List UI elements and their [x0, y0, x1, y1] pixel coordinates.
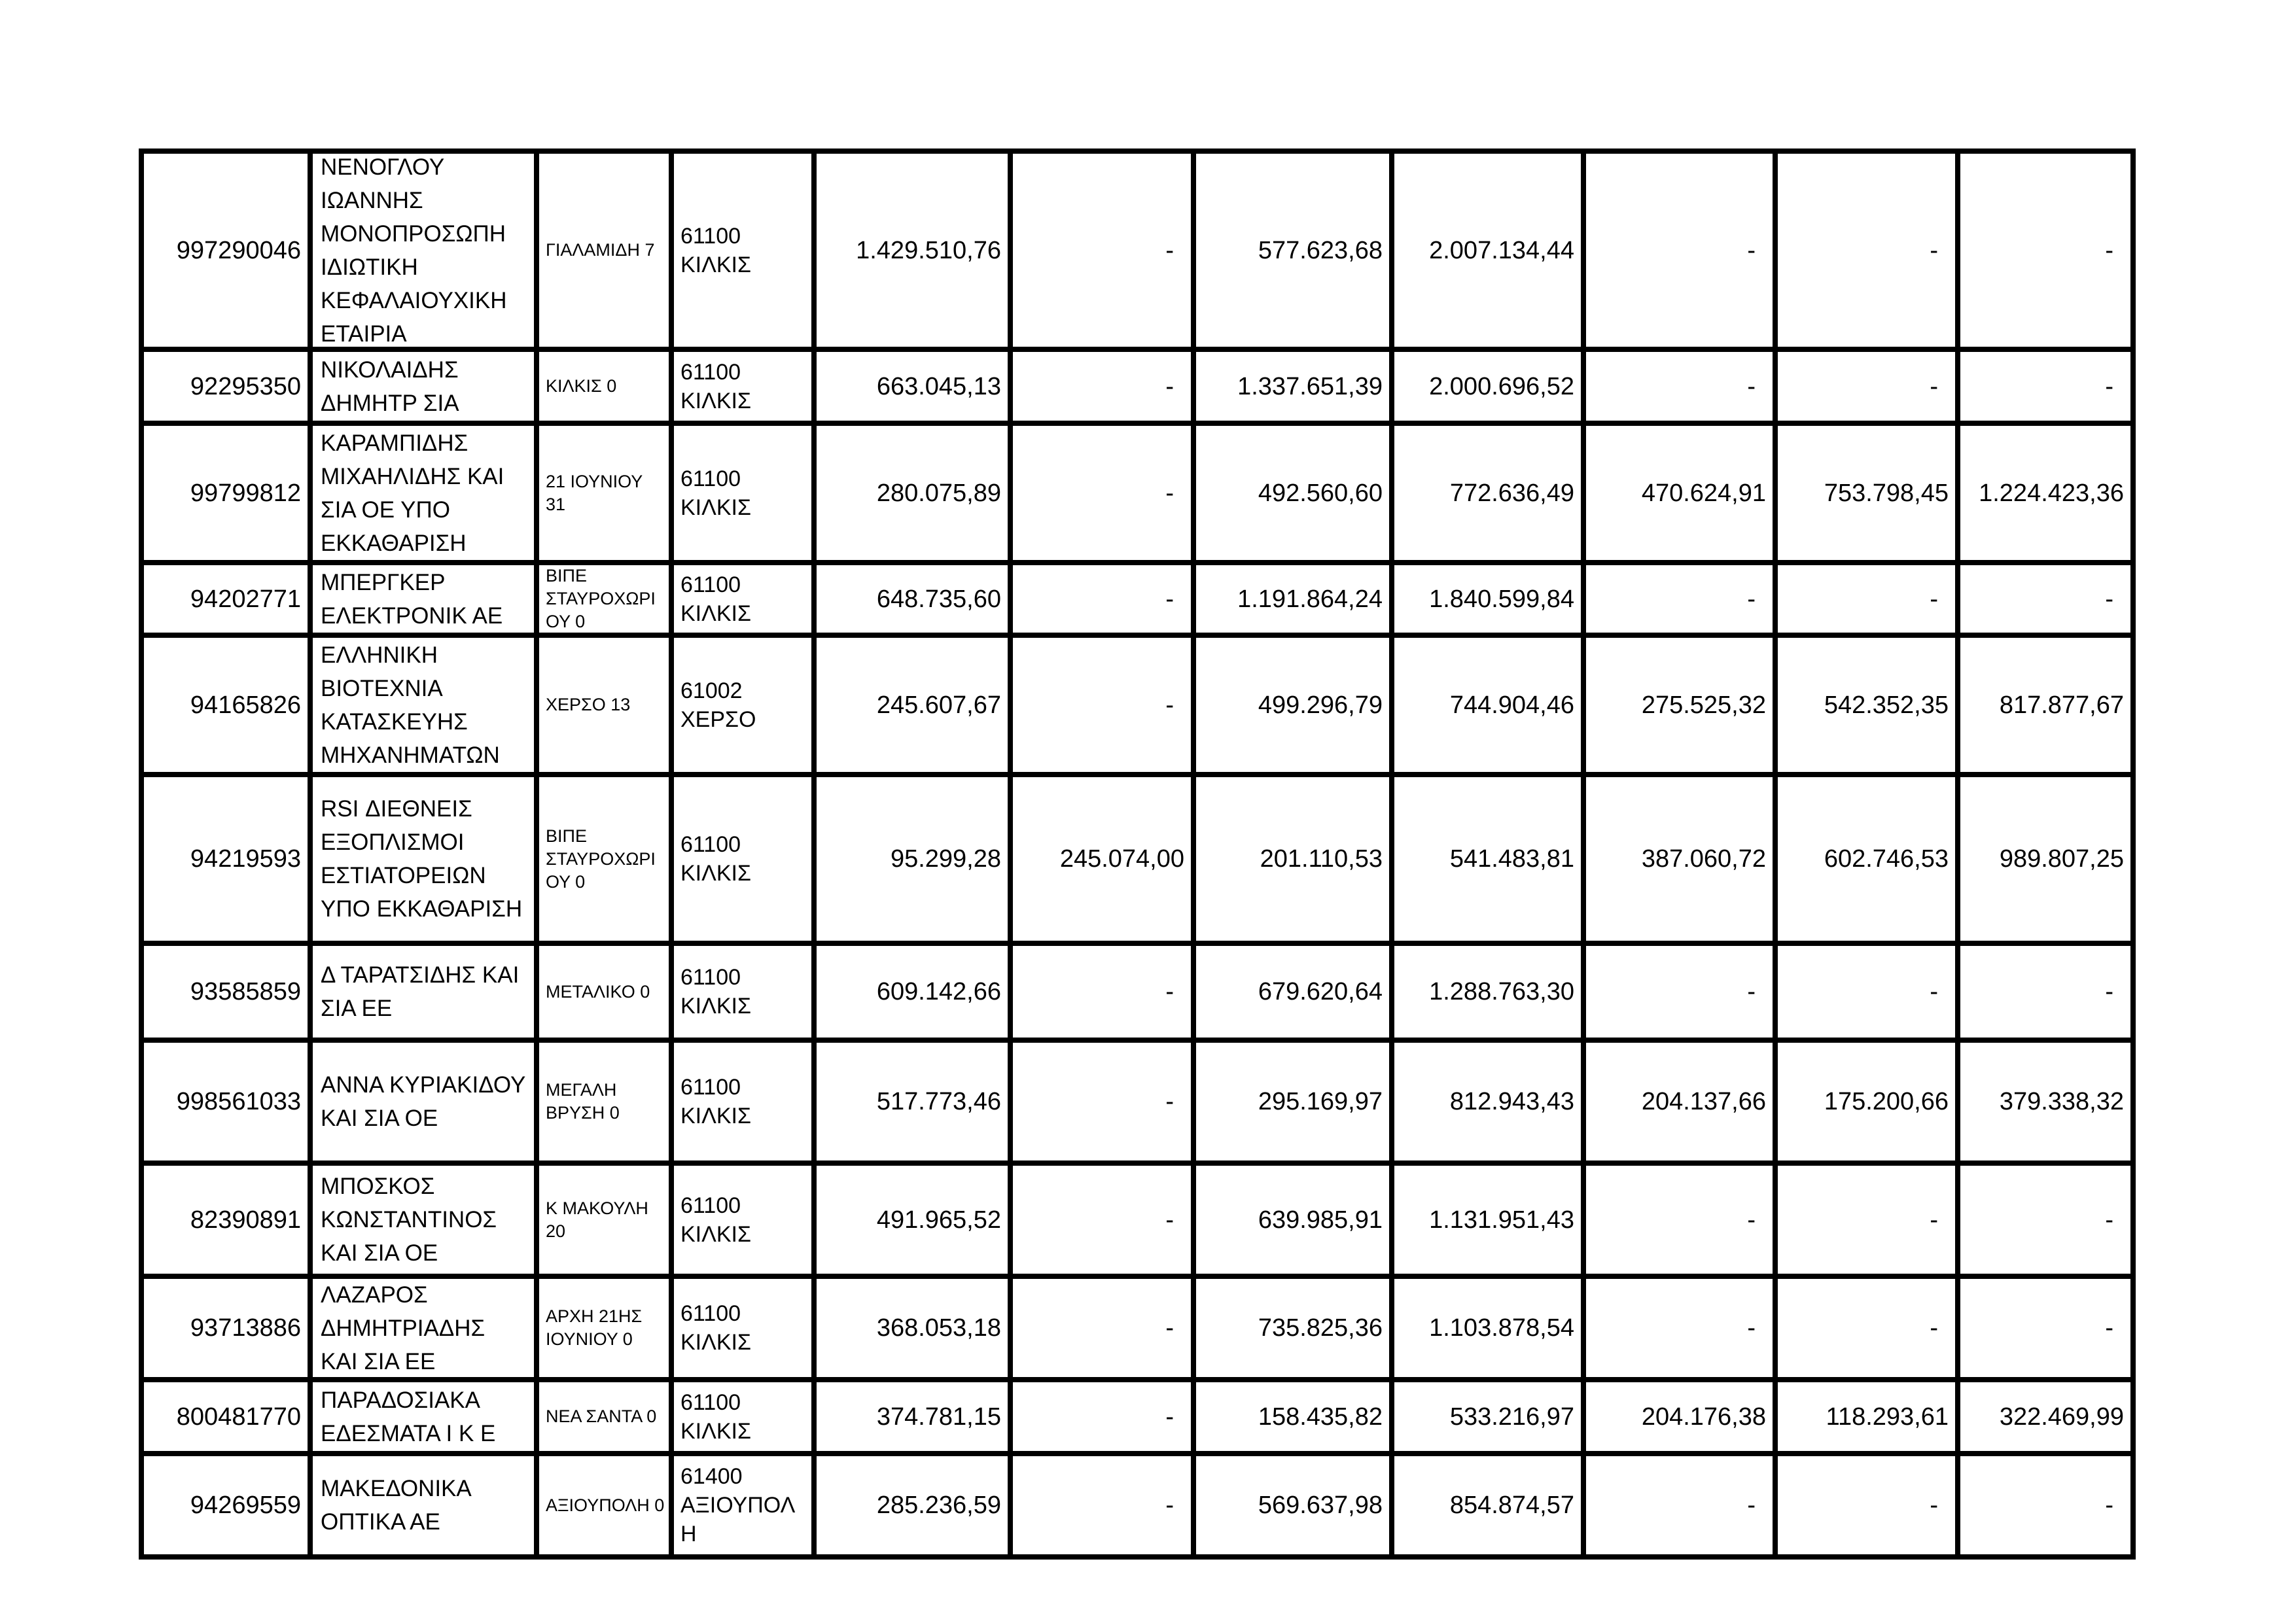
- company-name-cell: ΜΠΕΡΓΚΕΡ ΕΛΕΚΤΡΟΝΙΚ ΑΕ: [321, 569, 503, 629]
- amount-3-cell: 577.623,68: [1258, 236, 1383, 264]
- table-row: [141, 563, 2133, 635]
- company-name-cell: ΝΙΚΟΛΑΙΔΗΣ ΔΗΜΗΤΡ ΣΙΑ: [321, 357, 459, 416]
- amount-1-cell: 1.429.510,76: [856, 236, 1001, 264]
- amount-3-cell: 158.435,82: [1258, 1403, 1383, 1431]
- amount-3-cell: 569.637,98: [1258, 1492, 1383, 1519]
- amount-2-cell: -: [1165, 479, 1174, 507]
- afm-cell: 998561033: [176, 1088, 301, 1115]
- street-address-cell: ΧΕΡΣΟ 13: [546, 695, 631, 714]
- table-row: [141, 151, 2133, 349]
- amount-2-cell: -: [1165, 1403, 1174, 1431]
- amount-5-cell: -: [1747, 236, 1756, 264]
- amount-1-cell: 609.142,66: [876, 978, 1001, 1005]
- table-row: [141, 635, 2133, 775]
- street-address-cell: ΚΙΛΚΙΣ 0: [546, 376, 617, 396]
- amount-7-cell: -: [2105, 372, 2113, 400]
- amount-4-cell: 2.007.134,44: [1429, 236, 1574, 264]
- amount-4-cell: 744.904,46: [1449, 691, 1574, 719]
- afm-cell: 94202771: [190, 585, 301, 613]
- amount-2-cell: -: [1165, 691, 1174, 719]
- amount-3-cell: 295.169,97: [1258, 1088, 1383, 1115]
- amount-5-cell: -: [1747, 1206, 1756, 1234]
- amount-1-cell: 95.299,28: [890, 845, 1001, 873]
- amount-6-cell: -: [1930, 1206, 1938, 1234]
- amount-6-cell: 542.352,35: [1824, 691, 1949, 719]
- amount-7-cell: -: [2105, 1492, 2113, 1519]
- street-address-cell: ΜΕΓΑΛΗ ΒΡΥΣΗ 0: [546, 1080, 620, 1123]
- company-name-cell: Δ ΤΑΡΑΤΣΙΔΗΣ ΚΑΙ ΣΙΑ ΕΕ: [321, 962, 520, 1021]
- amount-6-cell: -: [1930, 978, 1938, 1005]
- table-row: [141, 349, 2133, 423]
- amount-3-cell: 1.337.651,39: [1237, 372, 1383, 400]
- amount-6-cell: -: [1930, 372, 1938, 400]
- amount-7-cell: -: [2105, 236, 2113, 264]
- amount-4-cell: 2.000.696,52: [1429, 372, 1574, 400]
- amount-4-cell: 1.131.951,43: [1429, 1206, 1574, 1234]
- street-address-cell: ΑΡΧΗ 21ΗΣ ΙΟΥΝΙΟΥ 0: [546, 1306, 643, 1349]
- amount-4-cell: 1.288.763,30: [1429, 978, 1574, 1005]
- amount-4-cell: 541.483,81: [1449, 845, 1574, 873]
- table-row: [141, 1454, 2133, 1557]
- postal-city-cell: 61100 ΚΙΛΚΙΣ: [680, 1389, 751, 1444]
- amount-6-cell: -: [1930, 1492, 1938, 1519]
- table-row: [141, 1040, 2133, 1163]
- afm-cell: 997290046: [176, 236, 301, 264]
- afm-cell: 94269559: [190, 1492, 301, 1519]
- postal-city-cell: 61100 ΚΙΛΚΙΣ: [680, 832, 751, 886]
- afm-cell: 94219593: [190, 845, 301, 873]
- afm-cell: 82390891: [190, 1206, 301, 1234]
- amount-2-cell: -: [1165, 1314, 1174, 1342]
- amount-5-cell: 275.525,32: [1641, 691, 1766, 719]
- company-name-cell: RSI ΔΙΕΘΝΕΙΣ ΕΞΟΠΛΙΣΜΟΙ ΕΣΤΙΑΤΟΡΕΙΩΝ ΥΠΟ ΕΚΚΑΘΑΡΙΣΗ: [321, 796, 523, 922]
- companies-table: [139, 148, 2136, 1560]
- postal-city-cell: 61100 ΚΙΛΚΙΣ: [680, 1193, 751, 1247]
- amount-4-cell: 533.216,97: [1449, 1403, 1574, 1431]
- afm-cell: 92295350: [190, 372, 301, 400]
- table-row: [141, 1163, 2133, 1276]
- street-address-cell: 21 ΙΟΥΝΙΟΥ 31: [546, 471, 643, 514]
- amount-3-cell: 735.825,36: [1258, 1314, 1383, 1342]
- amount-5-cell: -: [1747, 978, 1756, 1005]
- table-row: [141, 1276, 2133, 1380]
- amount-1-cell: 648.735,60: [876, 585, 1001, 613]
- amount-5-cell: 470.624,91: [1641, 479, 1766, 507]
- table-row: [141, 775, 2133, 943]
- company-name-cell: ΜΑΚΕΔΟΝΙΚΑ ΟΠΤΙΚΑ ΑΕ: [321, 1476, 470, 1535]
- postal-city-cell: 61100 ΚΙΛΚΙΣ: [680, 223, 751, 277]
- postal-city-cell: 61100 ΚΙΛΚΙΣ: [680, 466, 751, 520]
- table-row: [141, 1380, 2133, 1454]
- amount-7-cell: 817.877,67: [1999, 691, 2124, 719]
- amount-3-cell: 679.620,64: [1258, 978, 1383, 1005]
- amount-2-cell: -: [1165, 1088, 1174, 1115]
- amount-5-cell: -: [1747, 585, 1756, 613]
- amount-1-cell: 285.236,59: [876, 1492, 1001, 1519]
- amount-4-cell: 1.103.878,54: [1429, 1314, 1574, 1342]
- amount-7-cell: 322.469,99: [1999, 1403, 2124, 1431]
- amount-3-cell: 499.296,79: [1258, 691, 1383, 719]
- amount-2-cell: -: [1165, 372, 1174, 400]
- postal-city-cell: 61100 ΚΙΛΚΙΣ: [680, 965, 751, 1019]
- company-name-cell: ΝΕΝΟΓΛΟΥ ΙΩΑΝΝΗΣ ΜΟΝΟΠΡΟΣΩΠΗ ΙΔΙΩΤΙΚΗ ΚΕΦΑΛΑΙΟΥΧΙΚΗ ΕΤΑΙΡΙΑ: [321, 154, 507, 347]
- postal-city-cell: 61100 ΚΙΛΚΙΣ: [680, 1301, 751, 1355]
- amount-1-cell: 491.965,52: [876, 1206, 1001, 1234]
- amount-1-cell: 663.045,13: [876, 372, 1001, 400]
- amount-4-cell: 854.874,57: [1449, 1492, 1574, 1519]
- amount-6-cell: -: [1930, 585, 1938, 613]
- street-address-cell: ΜΕΤΑΛΙΚΟ 0: [546, 981, 650, 1002]
- amount-5-cell: 387.060,72: [1641, 845, 1766, 873]
- amount-2-cell: -: [1165, 236, 1174, 264]
- amount-4-cell: 812.943,43: [1449, 1088, 1574, 1115]
- street-address-cell: ΒΙΠΕ ΣΤΑΥΡΟΧΩΡΙΟΥ 0: [546, 826, 656, 892]
- postal-city-cell: 61100 ΚΙΛΚΙΣ: [680, 359, 751, 413]
- amount-4-cell: 1.840.599,84: [1429, 585, 1574, 613]
- postal-city-cell: 61100 ΚΙΛΚΙΣ: [680, 1075, 751, 1128]
- amount-6-cell: -: [1930, 1314, 1938, 1342]
- street-address-cell: ΑΞΙΟΥΠΟΛΗ 0: [546, 1495, 665, 1515]
- amount-6-cell: 753.798,45: [1824, 479, 1949, 507]
- company-name-cell: ΠΑΡΑΔΟΣΙΑΚΑ ΕΔΕΣΜΑΤΑ Ι Κ Ε: [321, 1387, 496, 1446]
- amount-1-cell: 280.075,89: [876, 479, 1001, 507]
- amount-5-cell: -: [1747, 1492, 1756, 1519]
- postal-city-cell: 61100 ΚΙΛΚΙΣ: [680, 572, 751, 626]
- table-row: [141, 943, 2133, 1040]
- amount-6-cell: 602.746,53: [1824, 845, 1949, 873]
- amount-2-cell: -: [1165, 978, 1174, 1005]
- amount-2-cell: -: [1165, 1492, 1174, 1519]
- amount-3-cell: 492.560,60: [1258, 479, 1383, 507]
- company-name-cell: ΕΛΛΗΝΙΚΗ ΒΙΟΤΕΧΝΙΑ ΚΑΤΑΣΚΕΥΗΣ ΜΗΧΑΝΗΜΑΤΩΝ: [321, 642, 500, 768]
- amount-3-cell: 639.985,91: [1258, 1206, 1383, 1234]
- company-name-cell: ΚΑΡΑΜΠΙΔΗΣ ΜΙΧΑΗΛΙΔΗΣ ΚΑΙ ΣΙΑ ΟΕ ΥΠΟ ΕΚΚΑΘΑΡΙΣΗ: [321, 430, 504, 556]
- amount-6-cell: -: [1930, 236, 1938, 264]
- amount-5-cell: -: [1747, 372, 1756, 400]
- amount-2-cell: 245.074,00: [1059, 845, 1184, 873]
- street-address-cell: ΒΙΠΕ ΣΤΑΥΡΟΧΩΡΙΟΥ 0: [546, 566, 656, 631]
- amount-1-cell: 517.773,46: [876, 1088, 1001, 1115]
- company-name-cell: ΜΠΟΣΚΟΣ ΚΩΝΣΤΑΝΤΙΝΟΣ ΚΑΙ ΣΙΑ ΟΕ: [321, 1174, 497, 1266]
- amount-4-cell: 772.636,49: [1449, 479, 1574, 507]
- amount-1-cell: 374.781,15: [876, 1403, 1001, 1431]
- amount-7-cell: 379.338,32: [1999, 1088, 2124, 1115]
- amount-7-cell: -: [2105, 585, 2113, 613]
- amount-1-cell: 245.607,67: [876, 691, 1001, 719]
- amount-7-cell: -: [2105, 1206, 2113, 1234]
- amount-6-cell: 175.200,66: [1824, 1088, 1949, 1115]
- amount-5-cell: 204.137,66: [1641, 1088, 1766, 1115]
- amount-2-cell: -: [1165, 1206, 1174, 1234]
- afm-cell: 800481770: [176, 1403, 301, 1431]
- amount-5-cell: -: [1747, 1314, 1756, 1342]
- street-address-cell: ΓΙΑΛΑΜΙΔΗ 7: [546, 240, 655, 260]
- amount-2-cell: -: [1165, 585, 1174, 613]
- postal-city-cell: 61002 ΧΕΡΣΟ: [680, 678, 756, 732]
- amount-7-cell: -: [2105, 978, 2113, 1005]
- afm-cell: 93585859: [190, 978, 301, 1005]
- company-name-cell: ΑΝΝΑ ΚΥΡΙΑΚΙΔΟΥ ΚΑΙ ΣΙΑ ΟΕ: [321, 1072, 525, 1131]
- street-address-cell: ΝΕΑ ΣΑΝΤΑ 0: [546, 1406, 657, 1426]
- table-row: [141, 423, 2133, 563]
- amount-3-cell: 201.110,53: [1260, 845, 1383, 873]
- afm-cell: 94165826: [190, 691, 301, 719]
- amount-6-cell: 118.293,61: [1826, 1403, 1949, 1431]
- amount-5-cell: 204.176,38: [1641, 1403, 1766, 1431]
- amount-1-cell: 368.053,18: [876, 1314, 1001, 1342]
- company-name-cell: ΛΑΖΑΡΟΣ ΔΗΜΗΤΡΙΑΔΗΣ ΚΑΙ ΣΙΑ ΕΕ: [321, 1282, 486, 1374]
- amount-7-cell: 989.807,25: [1999, 845, 2124, 873]
- street-address-cell: Κ ΜΑΚΟΥΛΗ 20: [546, 1198, 648, 1241]
- amount-7-cell: 1.224.423,36: [1979, 479, 2124, 507]
- afm-cell: 99799812: [190, 479, 301, 507]
- postal-city-cell: 61400 ΑΞΙΟΥΠΟΛΗ: [680, 1464, 796, 1546]
- afm-cell: 93713886: [190, 1314, 301, 1342]
- amount-7-cell: -: [2105, 1314, 2113, 1342]
- amount-3-cell: 1.191.864,24: [1237, 585, 1383, 613]
